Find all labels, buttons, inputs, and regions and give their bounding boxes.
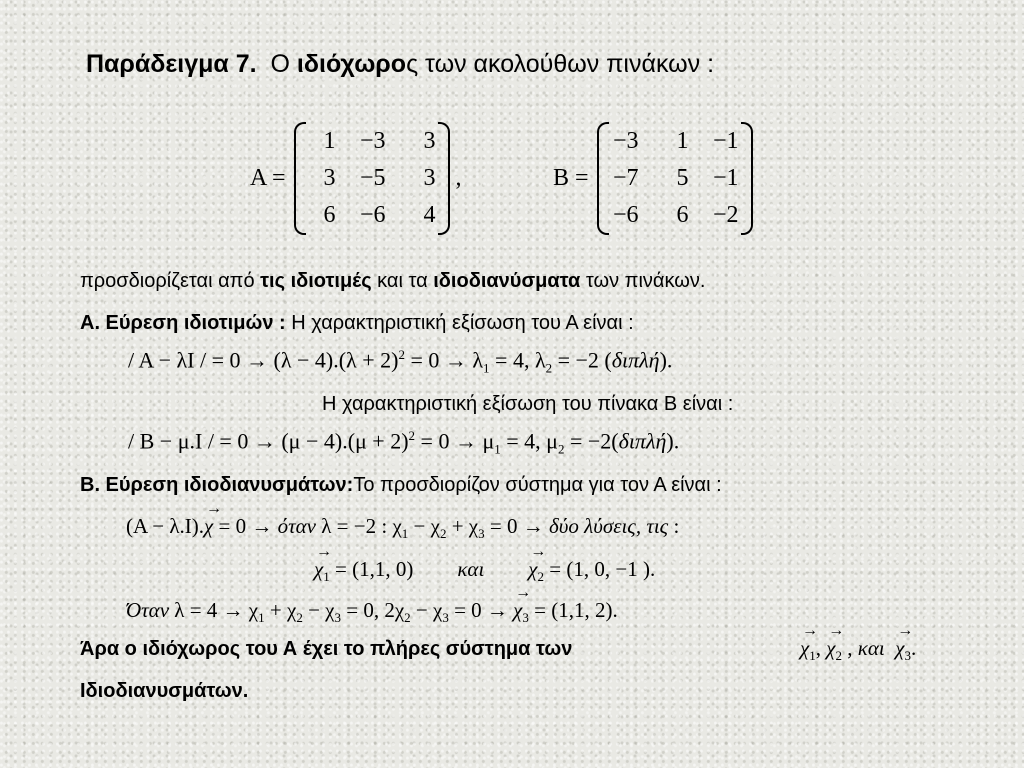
matrix-cell: −1 [713,165,739,191]
math-part: = 0 → μ [415,428,495,454]
matrix-a-block [250,122,470,235]
matrix-cell: 4 [423,202,436,228]
title-bold-word: ιδιόχωρο [296,50,407,78]
chi-vector: → χ [826,636,835,661]
math-part: λ = −2 : χ [315,514,402,538]
math-sub: 3 [442,610,449,626]
math-part: = 0 → λ [404,347,484,373]
math-part: λ = 4 → χ [169,598,259,622]
matrix-cell: 1 [676,128,689,154]
math-part: , [842,636,853,660]
math-sub: 3 [478,526,485,542]
math-sub: 3 [334,610,341,626]
text-segment: προσδιορίζεται από [80,270,261,292]
math-part: = 0 → [213,514,278,538]
section-b-text: Το προσδιορίζον σύστημα για τον Α είναι : [353,474,722,496]
matrix-a [294,122,450,235]
math-sub: 2 [557,441,565,457]
math-part: + χ [264,598,297,622]
math-sub: 2 [545,360,553,376]
math-part: = 0 → [484,514,549,538]
math-sub: 1 [401,526,409,542]
matrix-a-label: A = [250,165,286,191]
conclusion-vectors [800,636,916,664]
chi-vector: → χ [800,636,809,661]
matrix-cell: 5 [676,165,689,191]
char-equation-a [128,347,672,377]
math-part: (A − λ.I). [126,514,205,538]
char-b-text: Η χαρακτηριστική εξίσωση του πίνακα Β είναι : [322,393,734,415]
math-part: = 0, 2χ [340,598,405,622]
math-italic: Όταν [126,598,170,622]
math-sup: 2 [398,347,405,362]
title-rest: ς των ακολούθων πινάκων : [406,50,715,78]
section-a-line [80,312,634,335]
math-italic: διπλή [618,428,667,454]
chi-vector: → χ [314,557,323,582]
char-equation-b [128,428,679,458]
math-sub: 1 [258,610,265,626]
conclusion-last-line: Ιδιοδιανυσμάτων. [80,680,249,702]
math-sub: 3 [522,610,529,626]
section-a-heading: Α. Εύρεση ιδιοτιμών : [80,312,286,334]
math-italic: και [857,636,885,660]
matrix-cell: −1 [713,128,739,154]
chi-vector: → χ [513,598,522,623]
eigenvectors-a-1-2 [314,557,655,585]
math-italic: διπλή [611,347,660,373]
text-segment: των πινάκων. [580,270,706,292]
chi-vector: → χ [204,514,213,539]
math-part: ). [666,428,680,454]
math-sub: 2 [835,648,842,664]
intro-line [80,270,705,293]
eigenvalues-term: τις ιδιοτιμές [260,270,372,292]
math-part: / A − λI / = 0 → (λ − 4).(λ + 2) [128,347,399,373]
math-italic: δύο λύσεις, τις [548,514,669,538]
matrix-cell: −3 [613,128,639,154]
math-part: = 4, μ [500,428,558,454]
math-part: − χ [410,598,443,622]
math-sub: 1 [494,441,501,457]
matrix-b [597,122,753,235]
chi-vector: → χ [528,557,537,582]
math-sub: 2 [439,526,447,542]
matrix-b-label: B = [553,165,589,191]
math-part: = 4, λ [489,347,546,373]
text-segment: και τα [371,270,434,292]
matrix-cell: 1 [323,128,336,154]
section-b-heading: Β. Εύρεση ιδιοδιανυσμάτων: [80,474,354,496]
math-part: + χ [446,514,479,538]
matrix-cell: −6 [613,202,639,228]
matrix-cell: −7 [613,165,639,191]
matrix-cell: −3 [360,128,386,154]
math-part: / B − μ.I / = 0 → (μ − 4).(μ + 2) [128,428,409,454]
math-part: = 0 → [448,598,514,622]
math-sub: 1 [323,569,330,585]
math-italic: όταν [277,514,316,538]
matrix-cell: 3 [323,165,336,191]
math-sub: 1 [483,360,490,376]
math-part: = −2 ( [552,347,612,373]
chi-vector: → χ [895,636,904,661]
math-part: − χ [302,598,335,622]
matrix-cell: −5 [360,165,386,191]
conclusion-line: Άρα ο ιδιόχωρος του Α έχει το πλήρες σύστημα των [80,638,573,660]
math-sub: 2 [404,610,411,626]
section-b-line [80,474,722,497]
math-part: = (1,1, 2). [528,598,618,622]
math-italic: και [457,557,485,581]
math-part: : [668,514,680,538]
example-label: Παράδειγμα 7. [86,50,257,78]
matrix-cell: −6 [360,202,386,228]
eigenvectors-term: ιδιοδιανύσματα [433,270,581,292]
math-sub: 3 [904,648,911,664]
math-sub: 1 [809,648,816,664]
math-sup: 2 [408,428,416,443]
math-part: = (1,1, 0) [329,557,414,581]
matrix-cell: 3 [423,128,436,154]
system-equation-a [126,514,679,542]
math-sub: 2 [296,610,303,626]
matrix-cell: 3 [423,165,436,191]
math-part: . [910,636,917,660]
math-part: = −2( [564,428,619,454]
matrix-cell: 6 [323,202,336,228]
matrix-cell: −2 [713,202,739,228]
section-a-text: Η χαρακτηριστική εξίσωση του Α είναι : [285,312,634,334]
math-part: ). [659,347,673,373]
matrix-a-comma: , [455,165,462,191]
matrix-cell: 6 [676,202,689,228]
math-part: , [815,636,827,660]
page-title [86,50,714,79]
math-part: − χ [408,514,440,538]
system-equation-a-lambda4 [126,598,618,626]
matrix-b-block [553,122,753,235]
math-part: = (1, 0, −1 ). [544,557,656,581]
math-sub: 2 [537,569,545,585]
title-o: Ο [270,50,290,78]
